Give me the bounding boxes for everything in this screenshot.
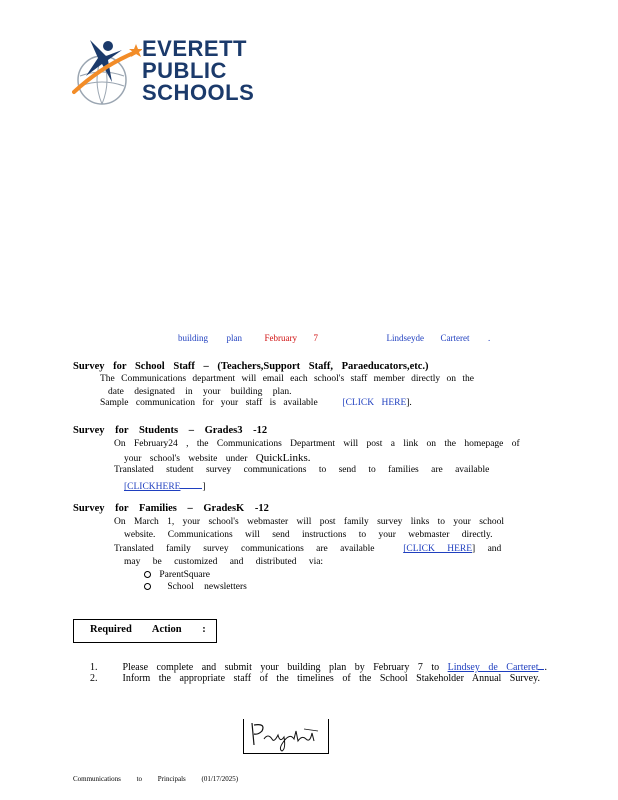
logo-line-3: SCHOOLS — [142, 80, 255, 105]
students-bullet-1-line-1: On February24 , the Communications Department will post a link on the homepage of — [114, 439, 520, 449]
intro-day: 7 — [313, 333, 319, 343]
action-text: Please complete and submit your building plan by February 7 to — [122, 662, 440, 673]
logo-mark-icon — [72, 36, 142, 110]
intro-name-last: Carteret — [440, 333, 470, 343]
logo-line-2: PUBLIC — [142, 58, 227, 83]
contact-link[interactable]: Lindsey de Carteret — [447, 662, 539, 673]
students-quicklinks: QuickLinks. — [255, 452, 311, 464]
action-number: 2. — [90, 673, 98, 684]
families-bullet-1-line-2: website. Communications will send instructions to your webmaster directly. — [124, 530, 493, 540]
families-bullet-1 — [108, 517, 504, 527]
action-end: . — [544, 662, 547, 673]
circle-bullet-icon — [144, 571, 151, 578]
intro-building: building — [178, 333, 209, 343]
staff-bullet-1-line-1: The Communications department will email each school's staff member directly on the — [100, 374, 474, 384]
action-item-1 — [90, 659, 547, 673]
students-link-end: ] — [202, 482, 206, 492]
families-sub-item-2 — [144, 582, 247, 592]
footer-text — [73, 775, 238, 783]
students-bullet-1-line-2 — [124, 452, 310, 464]
circle-bullet-icon — [144, 583, 151, 590]
action-item-2 — [90, 673, 540, 684]
staff-bullet-2-text: Sample communication for your staff is available — [100, 398, 318, 408]
families-bullet-1-line-1: On March 1, your school's webmaster will post family survey links to your school — [114, 517, 505, 527]
students-bullet-2-line-1: Translated student survey communications to send to families are available — [114, 465, 490, 475]
families-heading: Survey for Families – GradesK -12 — [73, 503, 269, 514]
staff-bullet-1-line-2: date designated in your building plan. — [108, 387, 292, 397]
intro-line — [178, 333, 490, 343]
intro-period: . — [488, 333, 491, 343]
staff-bullet-1 — [90, 374, 474, 384]
students-link-line — [124, 479, 206, 492]
required-action-box — [73, 619, 217, 643]
students-bullet-2 — [108, 465, 489, 475]
students-line-2-text: your school's website under — [124, 454, 248, 464]
sub-item-label: ParentSquare — [159, 570, 211, 580]
intro-plan: plan — [226, 333, 243, 343]
action-text: Inform the appropriate staff of the timelines of the School Stakeholder Annual Survey. — [122, 673, 540, 684]
action-number: 1. — [90, 662, 98, 673]
families-sub-item-1 — [144, 570, 210, 580]
staff-sample-link[interactable]: [CLICK HERE — [342, 398, 407, 408]
staff-sample-link-end: ]. — [406, 398, 412, 408]
staff-bullet-2 — [90, 398, 412, 408]
sub-item-label: School newsletters — [167, 582, 247, 592]
staff-heading: Survey for School Staff – (Teachers,Support Staff, Paraeducators,etc.) — [73, 361, 429, 372]
footer-label: Communications to Principals (01/17/2025) — [73, 775, 239, 783]
students-heading: Survey for Students – Grades3 -12 — [73, 425, 268, 436]
families-translated-link[interactable]: [CLICK HERE — [403, 544, 473, 554]
intro-date: February — [264, 333, 298, 343]
students-bullet-1 — [108, 439, 520, 449]
logo-wordmark — [142, 38, 254, 104]
families-link-end: ] and — [472, 544, 502, 554]
required-action-label: Required Action : — [90, 624, 206, 635]
district-logo — [72, 36, 255, 110]
logo-line-1: EVERETT — [142, 36, 247, 61]
students-translated-link[interactable]: [CLICKHERE — [124, 482, 181, 492]
intro-name-first: Lindseyde — [386, 333, 425, 343]
signature-icon — [244, 719, 328, 753]
signature-box — [243, 719, 329, 754]
families-bullet-2-line-2: may be customized and distributed via: — [124, 557, 324, 567]
families-bullet-2-text: Translated family survey communications are available — [114, 544, 375, 554]
families-bullet-2 — [108, 544, 501, 554]
